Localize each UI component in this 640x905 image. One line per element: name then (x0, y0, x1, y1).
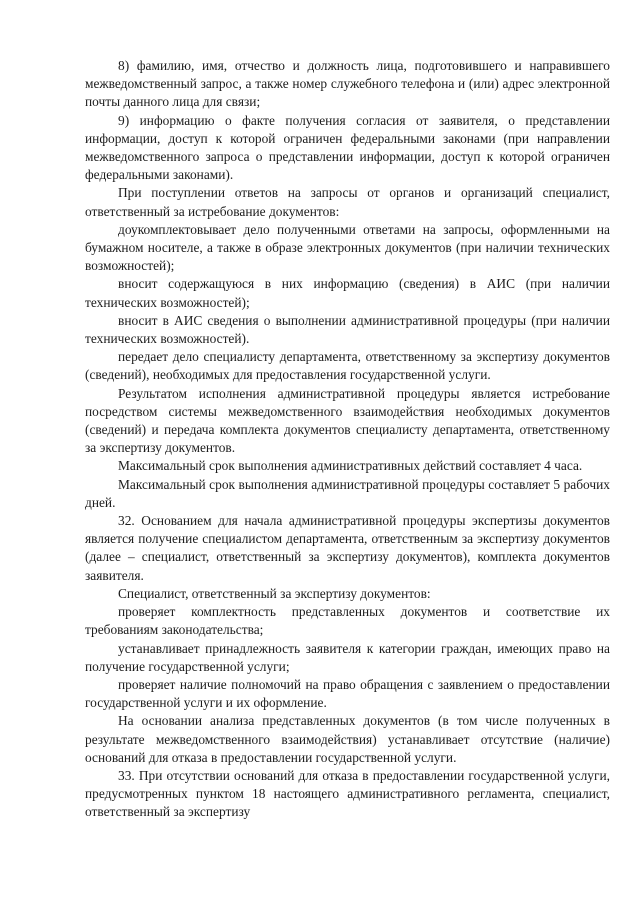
paragraph-analysis: На основании анализа представленных документов (в том числе полученных в результате межведомственного взаимодействия) устанавливает отсутствие (наличие) оснований для отказа в предоставлении государственной услуги. (85, 713, 610, 765)
paragraph-complete-case: доукомплектовывает дело полученными ответами на запросы, оформленными на бумажном носителе, а также в образе электронных документов (при наличии технических возможностей); (85, 221, 610, 274)
paragraph-specialist: Специалист, ответственный за экспертизу документов: (118, 585, 431, 601)
paragraph-33: 33. При отсутствии оснований для отказа в предоставлении государственной услуги, предусмотренных пунктом 18 настоящего административного регламента, специалист, ответственный за экспертизу (85, 767, 610, 820)
paragraph-enter-status: вносит в АИС сведения о выполнении административной процедуры (при наличии технических возможностей). (85, 312, 610, 347)
paragraph-enter-info: вносит содержащуюся в них информацию (сведения) в АИС (при наличии технических возможностей); (85, 276, 610, 310)
paragraph-check-authority: проверяет наличие полномочий на право обращения с заявлением о предоставлении государственной услуги и их оформление. (85, 676, 610, 711)
paragraph-max-procedure-time: Максимальный срок выполнения административной процедуры составляет 5 рабочих дней. (85, 476, 610, 510)
paragraph-responses: При поступлении ответов на запросы от органов и организаций специалист, ответственный за истребование документов: (85, 185, 610, 219)
paragraph-check-completeness: проверяет комплектность представленных документов и соответствие их требованиям законодательства; (85, 604, 610, 638)
paragraph-item-9: 9) информацию о факте получения согласия от заявителя, о представлении информации, доступ к которой ограничен федеральными законами (при направлении межведомственного запроса о представлении информации, доступ к которой ограничен федеральными законами). (85, 112, 610, 183)
paragraph-result: Результатом исполнения административной процедуры является истребование посредством системы межведомственного взаимодействия необходимых документов (сведений) и передача комплекта документов специалисту департамента, ответственному за экспертизу документов. (85, 385, 610, 456)
paragraph-max-actions-time: Максимальный срок выполнения административных действий составляет 4 часа. (118, 458, 583, 474)
paragraph-establish-category: устанавливает принадлежность заявителя к категории граждан, имеющих право на получение государственной услуги; (85, 640, 610, 674)
paragraph-32: 32. Основанием для начала административной процедуры экспертизы документов является получение специалистом департамента, ответственным за экспертизу документов (далее – специалист, ответственный за экспертизу документов), комплекта документов заявителя. (85, 513, 610, 583)
paragraph-transfer-case: передает дело специалисту департамента, ответственному за экспертизу документов (сведений), необходимых для предоставления государственной услуги. (85, 349, 610, 383)
paragraph-item-8: 8) фамилию, имя, отчество и должность лица, подготовившего и направившего межведомственный запрос, а также номер служебного телефона и (или) адрес электронной почты данного лица для связи; (85, 58, 610, 110)
